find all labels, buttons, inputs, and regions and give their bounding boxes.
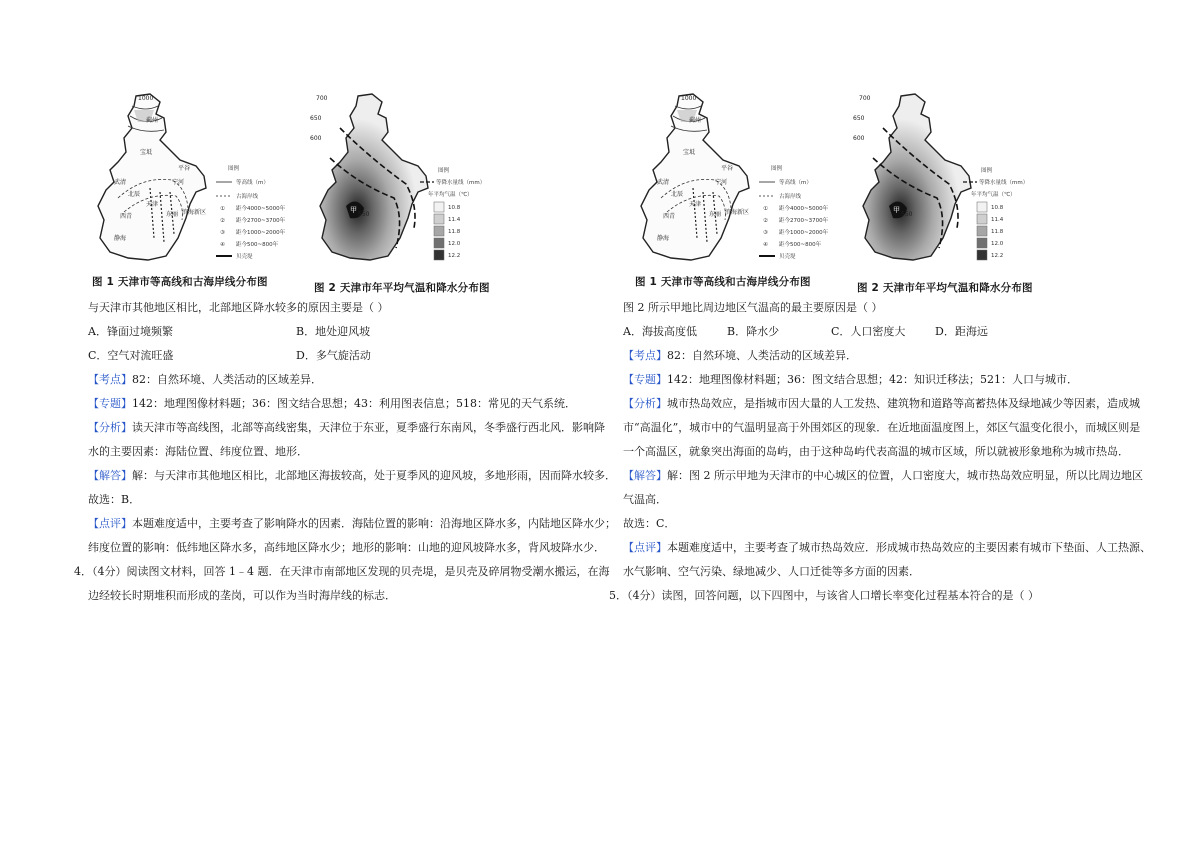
jieda-tag: 【解答】 [623, 469, 667, 482]
kaodian-text: 82：自然环境、人类活动的区域差异． [667, 349, 857, 362]
figure-1-caption: 图 1 天津市等高线和古海岸线分布图 [92, 276, 268, 288]
fig1-label: 宁河 [715, 179, 728, 186]
figure-2-caption: 图 2 天津市年平均气温和降水分布图 [857, 282, 1033, 294]
fig2-legend-title: 图例 [981, 168, 993, 174]
fig1-label: 平谷 [178, 165, 191, 172]
option-c[interactable]: C．人口密度大 [831, 325, 906, 338]
jieda-tag: 【解答】 [88, 469, 132, 482]
dianping-text-2: 纬度位置的影响：低纬地区降水多，高纬地区降水少；地形的影响：山地的迎风坡降水多，背风坡降水少． [88, 541, 605, 554]
option-b[interactable]: B．降水少 [727, 325, 780, 338]
fig1-legend-item: 距今4000~5000年 [236, 206, 286, 212]
zhuanti-line [88, 397, 576, 410]
dianping-tag: 【点评】 [623, 541, 667, 554]
kaodian-tag: 【考点】 [88, 373, 132, 386]
kaodian-tag: 【考点】 [623, 349, 667, 362]
fig1-legend-marker: ③ [763, 230, 768, 236]
left-column [74, 88, 616, 602]
dianping-line [88, 517, 616, 530]
fig1-label: 静海 [114, 235, 127, 242]
fig2-legend-isohyet: 等降水量线（mm） [979, 180, 1029, 186]
fig1-legend-item: 距今500~800年 [779, 242, 822, 248]
fenxi-line [88, 421, 605, 434]
fig2-legend-isohyet: 等降水量线（mm） [436, 180, 486, 186]
fenxi-tag: 【分析】 [623, 397, 667, 410]
fenxi-tag: 【分析】 [88, 421, 132, 434]
kaodian-line [623, 349, 857, 362]
fig2-label: 650 [310, 115, 322, 122]
fig1-label: 天津 [689, 201, 702, 208]
fig2-legend-temp: 12.0 [991, 241, 1004, 247]
fig1-label: 北辰 [671, 191, 684, 198]
fig1-label: 天津 [146, 201, 159, 208]
figure-2-caption: 图 2 天津市年平均气温和降水分布图 [314, 282, 490, 294]
fig2-label: 600 [310, 135, 322, 142]
fig1-label: 北辰 [128, 191, 141, 198]
fig2-legend-temp: 11.4 [991, 217, 1004, 223]
fig1-label: 宝坻 [140, 149, 153, 156]
fig2-legend-temp: 12.2 [448, 253, 461, 259]
figure-2-climate-map [310, 88, 510, 278]
fig2-legend-temp: 12.2 [991, 253, 1004, 259]
jieda-line [623, 469, 1143, 482]
fig1-label: 蓟州 [689, 117, 702, 124]
fig1-legend-marker: ④ [763, 242, 768, 248]
fig1-legend-marker: ② [763, 218, 768, 224]
fig1-legend-marker: ① [220, 206, 225, 212]
fig2-label: 650 [853, 115, 865, 122]
dianping-text-2: 水气影响、空气污染、绿地减少、人口迁徙等多方面的因素． [623, 565, 920, 578]
jieda-text-1: 解：图 2 所示甲地为天津市的中心城区的位置，人口密度大，城市热岛效应明显，所以比周边地区 [667, 469, 1143, 482]
fenxi-text-3: 一个高温区，就象突出海面的岛屿，由于这种岛屿代表高温的城市区域，所以就被形象地称为城市热岛． [623, 445, 1129, 458]
fig2-legend-temp: 11.8 [991, 229, 1004, 235]
fig1-legend-item: 贝壳堤 [236, 254, 253, 260]
option-d[interactable]: D．距海远 [935, 325, 988, 338]
fig1-legend-title: 图例 [228, 166, 240, 172]
question-4-line-2: 边经较长时期堆积而形成的垄岗，可以作为当时海岸线的标志． [88, 589, 396, 602]
fig2-label: 600 [853, 135, 865, 142]
fig2-legend-temp: 10.8 [991, 205, 1004, 211]
option-a[interactable]: A．海拔高度低 [623, 325, 697, 338]
zhuanti-tag: 【专题】 [623, 373, 667, 386]
zhuanti-tag: 【专题】 [88, 397, 132, 410]
dianping-text-1: 本题难度适中，主要考查了影响降水的因素．海陆位置的影响：沿海地区降水多，内陆地区降水少； [132, 517, 616, 530]
fig2-label: 700 [316, 95, 328, 102]
jieda-text-3: 故选：C． [623, 517, 676, 530]
option-c[interactable]: C．空气对流旺盛 [88, 349, 174, 362]
fig1-legend-item: 距今1000~2000年 [779, 230, 829, 236]
fig1-label: 西青 [120, 213, 133, 220]
fenxi-text-1: 城市热岛效应，是指城市因大量的人工发热、建筑物和道路等高蓄热体及绿地减少等因素，造成城 [667, 397, 1140, 410]
fig1-legend-item: 古海岸线 [779, 194, 802, 200]
fig1-label: 滨海新区 [182, 209, 207, 216]
fig1-legend-title: 图例 [771, 166, 783, 172]
question-4-line-1: 4．（4分）阅读图文材料，回答 1﹣4 题．在天津市南部地区发现的贝壳堤，是贝壳及碎屑物受潮水搬运，在海 [74, 565, 610, 578]
fig1-legend-item: 古海岸线 [236, 194, 259, 200]
figure-2-climate-map [853, 88, 1053, 278]
fig2-label: 甲 [350, 206, 357, 214]
fig1-label: 宁河 [172, 179, 185, 186]
dianping-text-1: 本题难度适中，主要考查了城市热岛效应．形成城市热岛效应的主要因素有城市下垫面、人工热源、 [667, 541, 1151, 554]
fig1-legend-item: 等高线（m） [236, 180, 269, 186]
fig1-legend-marker: ① [763, 206, 768, 212]
fenxi-text-2: 水的主要因素：海陆位置、纬度位置、地形． [88, 445, 308, 458]
zhuanti-text: 142：地理图像材料题；36：图文结合思想；43：利用图表信息；518：常见的天气系统． [132, 397, 576, 410]
question-text: 图 2 所示甲地比周边地区气温高的最主要原因是（ ） [623, 301, 883, 314]
fig2-label: 甲 [893, 206, 900, 214]
zhuanti-text: 142：地理图像材料题；36：图文结合思想；42：知识迁移法；521：人口与城市． [667, 373, 1078, 386]
figure-1-contour-map [631, 88, 831, 278]
jieda-text-2: 故选：B． [88, 493, 141, 506]
fig2-legend-temp: 12.0 [448, 241, 461, 247]
fig2-legend-temp-title: 年平均气温（℃） [428, 192, 473, 198]
fig1-legend-item: 距今1000~2000年 [236, 230, 286, 236]
fig2-legend-title: 图例 [438, 168, 450, 174]
zhuanti-line [623, 373, 1078, 386]
fig2-legend-temp: 11.8 [448, 229, 461, 235]
fig1-label: 1000 [681, 95, 697, 102]
kaodian-text: 82：自然环境、人类活动的区域差异． [132, 373, 322, 386]
fenxi-text-2: 市“高温化”，城市中的气温明显高于外围郊区的现象．在近地面温度图上，郊区气温变化很小，而城区则是 [623, 421, 1141, 434]
fig2-label: 550 [358, 211, 370, 218]
figures-row [623, 88, 1143, 293]
fig1-legend-item: 贝壳堤 [779, 254, 796, 260]
fig1-label: 静海 [657, 235, 670, 242]
fig1-legend-item: 距今500~800年 [236, 242, 279, 248]
jieda-text-1: 解：与天津市其他地区相比，北部地区海拔较高，处于夏季风的迎风坡，多地形雨，因而降水较多． [132, 469, 616, 482]
fig1-label: 蓟州 [146, 117, 159, 124]
fig1-label: 武清 [114, 179, 127, 186]
jieda-line [88, 469, 616, 482]
figure-1-caption: 图 1 天津市等高线和古海岸线分布图 [635, 276, 811, 288]
fig2-legend-temp: 10.8 [448, 205, 461, 211]
question-5: 5．（4分）读图，回答问题，以下四图中，与该省人口增长率变化过程基本符合的是（ ） [609, 589, 1039, 602]
fig1-label: 东丽 [709, 211, 722, 218]
right-column [609, 88, 1151, 602]
fig1-legend-marker: ② [220, 218, 225, 224]
fig1-legend-item: 距今2700~3700年 [236, 218, 286, 224]
figures-row [88, 88, 608, 293]
fig1-legend-item: 距今4000~5000年 [779, 206, 829, 212]
fig2-legend-temp: 11.4 [448, 217, 461, 223]
kaodian-line [88, 373, 322, 386]
fig1-legend-marker: ③ [220, 230, 225, 236]
fig1-legend-marker: ④ [220, 242, 225, 248]
option-a[interactable]: A．锋面过境频繁 [88, 325, 173, 338]
question-text: 与天津市其他地区相比，北部地区降水较多的原因主要是（ ） [88, 301, 389, 314]
dianping-line [623, 541, 1151, 554]
jieda-text-2: 气温高． [623, 493, 667, 506]
fig2-legend-temp-title: 年平均气温（℃） [971, 192, 1016, 198]
fig1-label: 平谷 [721, 165, 734, 172]
fig1-legend-item: 距今2700~3700年 [779, 218, 829, 224]
fig1-label: 东丽 [166, 211, 179, 218]
option-b[interactable]: B．地处迎风坡 [296, 325, 371, 338]
fig2-label: 700 [859, 95, 871, 102]
fig1-label: 西青 [663, 213, 676, 220]
fig1-label: 武清 [657, 179, 670, 186]
fig1-label: 宝坻 [683, 149, 696, 156]
option-d[interactable]: D．多气旋活动 [296, 349, 371, 362]
fig2-label: 550 [901, 211, 913, 218]
fenxi-text-1: 读天津市等高线图，北部等高线密集，天津位于东亚，夏季盛行东南风，冬季盛行西北风．影响降 [132, 421, 605, 434]
fig1-label: 1000 [138, 95, 154, 102]
dianping-tag: 【点评】 [88, 517, 132, 530]
fig1-label: 滨海新区 [725, 209, 750, 216]
figure-1-contour-map [88, 88, 288, 278]
fig1-legend-item: 等高线（m） [779, 180, 812, 186]
fenxi-line [623, 397, 1140, 410]
